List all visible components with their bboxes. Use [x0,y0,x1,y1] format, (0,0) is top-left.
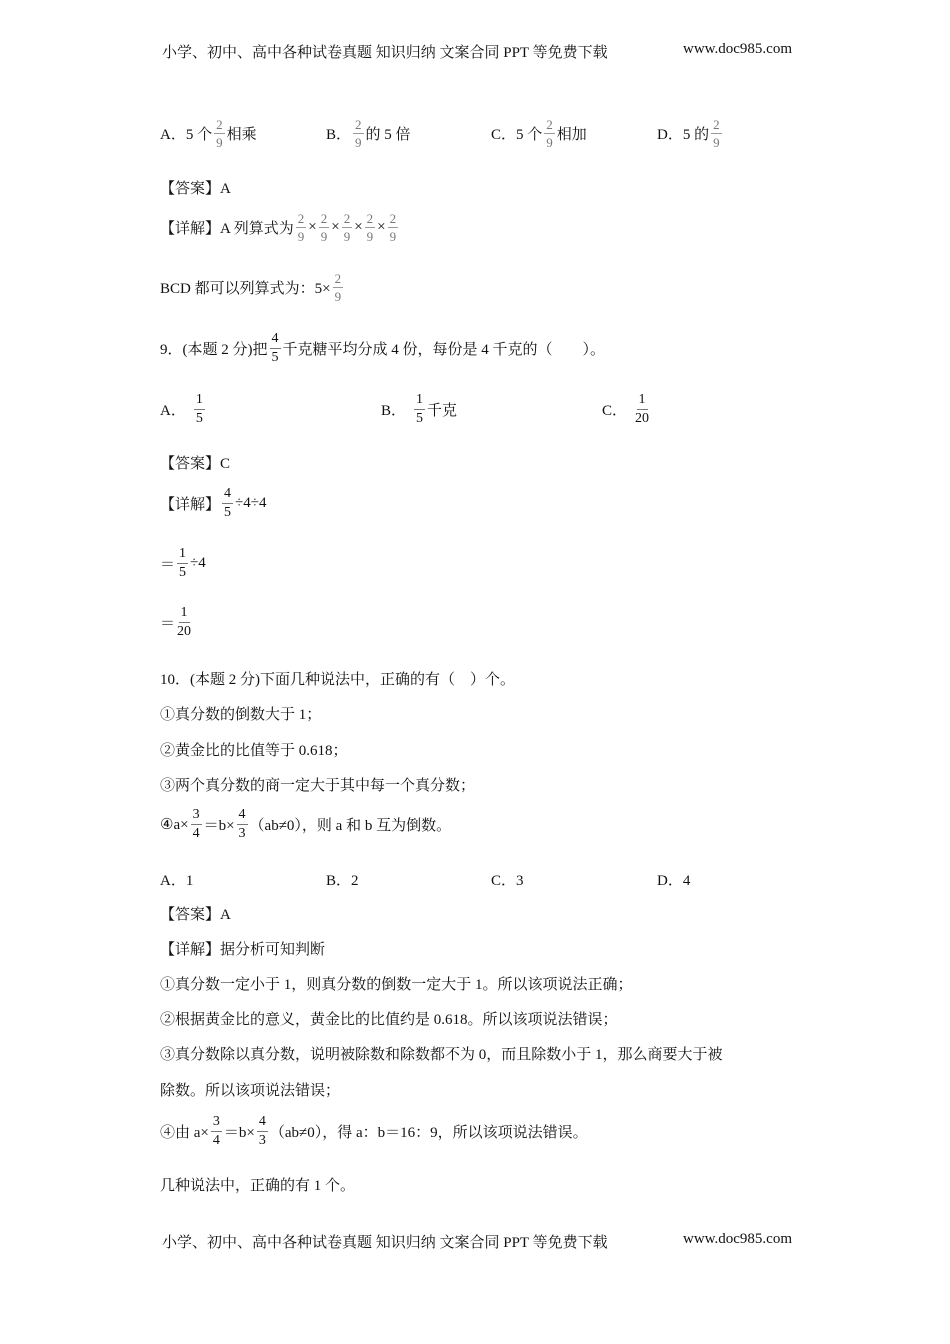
fraction: $\frac{1}{20}$ [635,392,650,426]
option-suffix: 千克 [427,403,458,419]
expression: ＝b× [223,1125,255,1141]
fraction: $\frac{2}{9}$ [546,117,553,150]
option-suffix: 的 5 倍 [365,127,411,143]
option-label: A． [160,403,186,419]
equals-sign: ＝ [160,557,176,573]
fraction: $\frac{2}{9}$ [389,211,397,244]
fraction: $\frac{2}{9}$ [366,211,374,244]
q10-stem: 10．(本题 2 分)下面几种说法中，正确的有（ ）个。 [160,672,515,688]
q10-statement-1: ①真分数的倒数大于 1； [160,707,322,723]
expression: （ab≠0），则 a 和 b 互为倒数。 [249,818,452,834]
detail-text: BCD 都可以列算式为：5× [160,281,331,297]
question-text: 9．(本题 2 分)把 [160,342,268,358]
q10-statement-2: ②黄金比的比值等于 0.618； [160,743,348,759]
detail-label: 【详解】A 列算式为 [160,221,294,237]
times-sign: × [308,219,317,235]
option-suffix: 相乘 [226,127,257,143]
header-url: www.doc985.com [682,41,792,57]
fraction: $\frac{4}{3}$ [238,807,246,841]
q10-option-a: A．1 [160,873,194,889]
q10-conclusion: 几种说法中，正确的有 1 个。 [160,1178,356,1194]
fraction: $\frac{2}{9}$ [297,211,305,244]
fraction: $\frac{2}{9}$ [216,117,223,150]
q10-explain-2: ②根据黄金比的意义，黄金比的比值约是 0.618。所以该项说法错误； [160,1012,618,1028]
question-text: 千克糖平均分成 4 份，每份是 4 千克的（ ）。 [282,342,606,358]
fraction: $\frac{1}{5}$ [179,546,187,580]
expression: ÷4÷4 [235,495,267,511]
expression: ＝b× [203,818,235,834]
q8-option-b [326,118,411,149]
q10-explain-1: ①真分数一定小于 1，则真分数的倒数一定大于 1。所以该项说法正确； [160,977,633,993]
fraction: $\frac{2}{9}$ [355,117,362,150]
q8-answer: 【答案】A [160,181,231,197]
q9-option-b [381,393,457,426]
fraction: $\frac{3}{4}$ [212,1114,220,1148]
q10-option-b: B．2 [326,873,359,889]
option-label: C．5 个 [491,127,543,143]
expression: ④由 a× [160,1125,209,1141]
fraction: $\frac{1}{5}$ [416,392,424,426]
q10-statement-3: ③两个真分数的商一定大于其中每一个真分数； [160,778,476,794]
times-sign: × [331,219,340,235]
fraction: $\frac{2}{9}$ [343,211,351,244]
fraction: $\frac{4}{5}$ [271,331,279,365]
times-sign: × [354,219,363,235]
fraction: $\frac{4}{5}$ [224,486,232,520]
q10-option-d: D．4 [657,873,691,889]
expression: （ab≠0），得 a：b＝16：9，所以该项说法错误。 [269,1125,588,1141]
header-text: 小学、初中、高中各种试卷真题 知识归纳 文案合同 PPT 等免费下载 [162,45,608,61]
q8-option-a [160,118,257,149]
q10-explain-3b: 除数。所以该项说法错误； [160,1083,341,1099]
expression: ÷4 [190,555,206,571]
footer-text: 小学、初中、高中各种试卷真题 知识归纳 文案合同 PPT 等免费下载 [162,1235,608,1251]
footer-url: www.doc985.com [682,1231,792,1247]
option-label: C． [602,403,628,419]
q10-explain-3a: ③真分数除以真分数，说明被除数和除数都不为 0，而且除数小于 1，那么商要大于被 [160,1047,723,1063]
q8-option-d [657,118,724,149]
q9-option-a [160,393,207,426]
fraction: $\frac{3}{4}$ [192,807,200,841]
fraction: $\frac{2}{9}$ [320,211,328,244]
q8-option-c [491,118,587,149]
q10-detail: 【详解】据分析可知判断 [160,942,326,958]
page-header [162,41,792,62]
expression: ④a× [160,817,189,833]
option-label: B． [381,403,407,419]
q9-detail-step3 [160,606,193,639]
option-label: D．5 的 [657,127,710,143]
q9-detail-step1 [160,487,266,520]
option-label: B． [326,127,352,143]
fraction: $\frac{4}{3}$ [258,1114,266,1148]
option-suffix: 相加 [556,127,587,143]
fraction: $\frac{2}{9}$ [713,117,720,150]
fraction: $\frac{1}{20}$ [177,605,192,639]
equals-sign: ＝ [160,616,176,632]
detail-label: 【详解】 [160,497,221,513]
q9-option-c [602,393,651,426]
q9-detail-step2 [160,547,206,580]
option-label: A．5 个 [160,127,213,143]
fraction: $\frac{2}{9}$ [334,271,342,304]
fraction: $\frac{1}{5}$ [195,392,203,426]
q10-explain-4 [160,1115,588,1148]
q10-option-c: C．3 [491,873,524,889]
q8-detail [160,212,400,243]
q9-stem [160,332,605,365]
times-sign: × [377,219,386,235]
q10-answer: 【答案】A [160,907,231,923]
page-footer [162,1231,792,1252]
q9-answer: 【答案】C [160,456,231,472]
q8-bcd-detail [160,272,345,303]
q10-statement-4 [160,808,451,841]
